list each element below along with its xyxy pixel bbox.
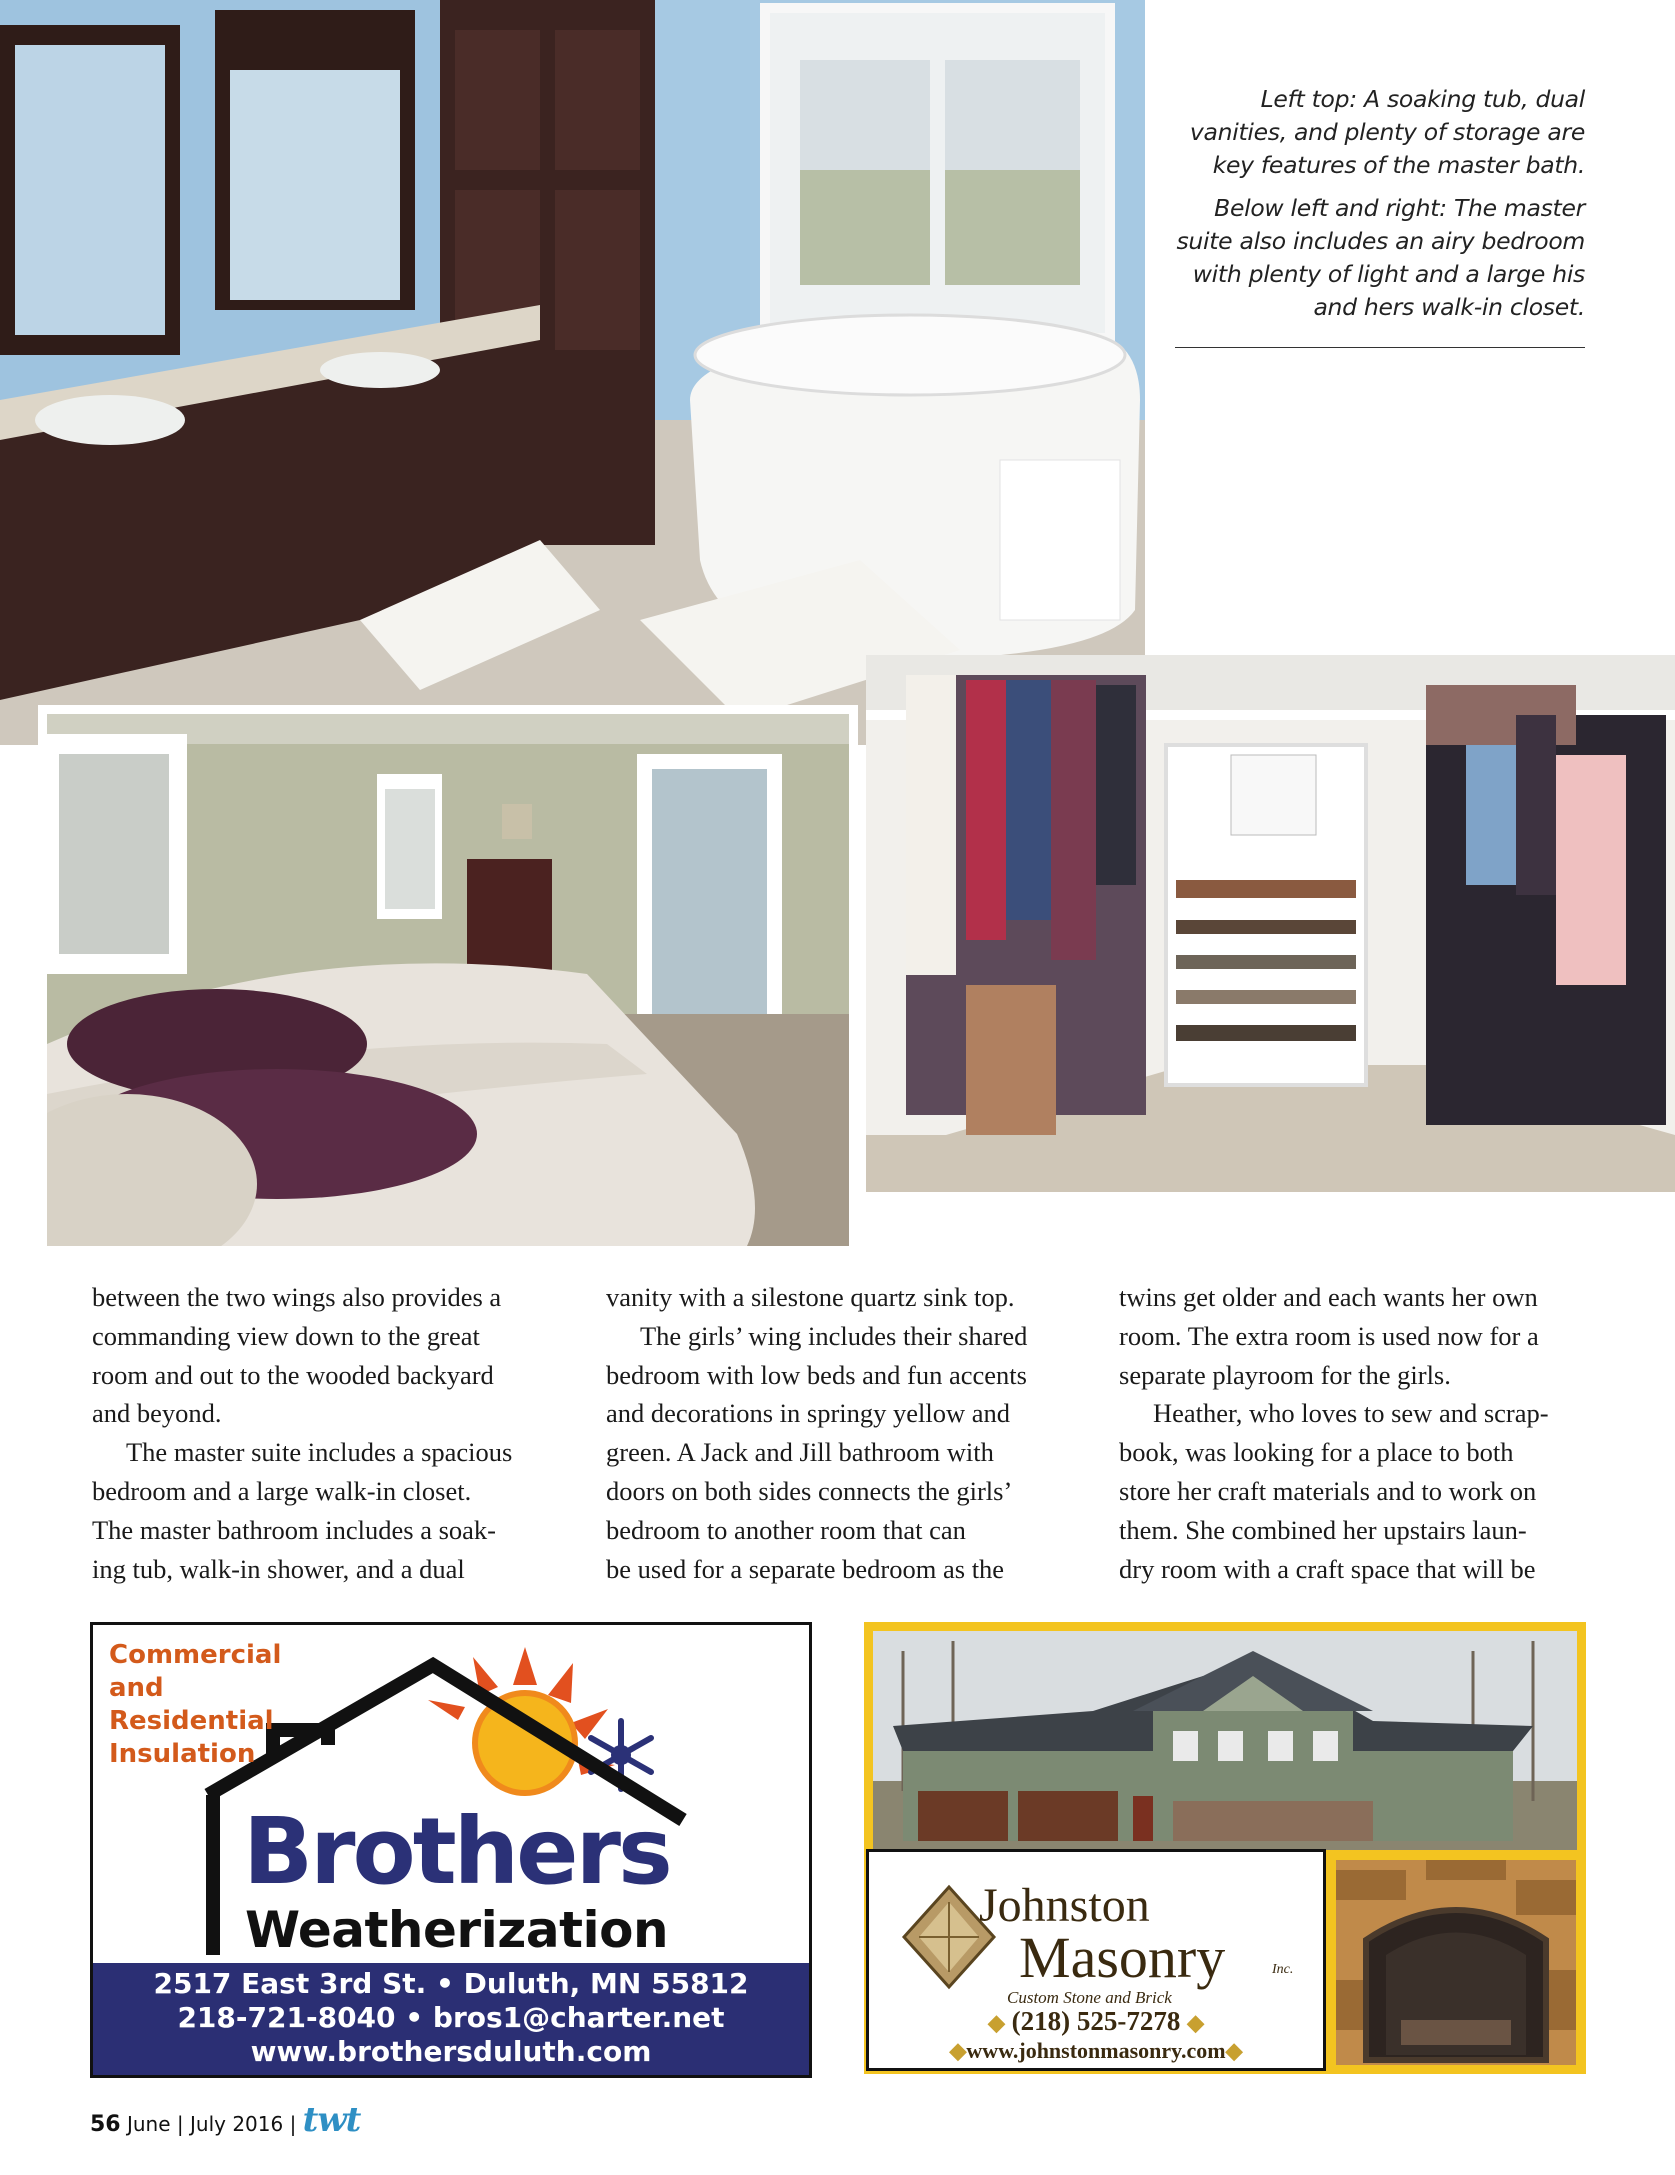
company-phone	[869, 2006, 1323, 2037]
diamond-icon: ◆	[1225, 2038, 1243, 2063]
website-link[interactable]: www.brothersduluth.com	[250, 2035, 652, 2068]
phone-email: 218-721-8040 • bros1@charter.net	[177, 2001, 725, 2034]
tagline-line: and	[109, 1673, 164, 1703]
photo-caption	[1170, 83, 1585, 334]
company-subtitle: Custom Stone and Brick	[1007, 1988, 1172, 2007]
company-website[interactable]	[869, 2038, 1323, 2064]
article-line: doors on both sides connects the girls’	[606, 1475, 1013, 1506]
article-line: green. A Jack and Jill bathroom with	[606, 1437, 994, 1468]
article-line: between the two wings also provides a	[92, 1282, 502, 1312]
issue-date: June | July 2016 |	[126, 2112, 297, 2136]
house-exterior-image	[873, 1631, 1577, 1850]
walk-in-closet-photo	[866, 655, 1675, 1192]
company-name-line1: Johnston	[979, 1879, 1150, 1932]
article-line: room. The extra room is used now for a	[1119, 1320, 1539, 1351]
article-line: them. She combined her upstairs laun-	[1119, 1514, 1527, 1545]
article-line: and decorations in springy yellow and	[606, 1398, 1011, 1429]
johnston-masonry-ad[interactable]	[864, 1622, 1586, 2074]
magazine-logo: twt	[302, 2100, 361, 2140]
article-line: ing tub, walk-in shower, and a dual	[92, 1553, 465, 1584]
article-line: bedroom with low beds and fun accents	[606, 1359, 1027, 1390]
article-line: bedroom and a large walk-in closet.	[92, 1475, 472, 1506]
article-column-1	[92, 1278, 562, 1588]
article-column-3	[1119, 1278, 1589, 1588]
article-column-2	[606, 1278, 1076, 1588]
article-line: be used for a separate bedroom as the	[606, 1553, 1005, 1584]
article-line: twins get older and each wants her own	[1119, 1282, 1538, 1312]
tagline-line: Commercial	[109, 1640, 282, 1670]
house-exterior-photo	[873, 1631, 1577, 1850]
company-inc: Inc.	[1272, 1962, 1294, 1977]
address: 2517 East 3rd St. • Duluth, MN 55812	[153, 1967, 749, 2000]
diamond-icon: ◆	[987, 2010, 1005, 2035]
diamond-icon: ◆	[1187, 2010, 1205, 2035]
phone-text: (218) 525-7278	[1011, 2006, 1181, 2036]
contact-band	[93, 1963, 809, 2075]
article-line: store her craft materials and to work on	[1119, 1475, 1537, 1506]
article-line: bedroom to another room that can	[606, 1514, 966, 1545]
article-line: room and out to the wooded backyard	[92, 1359, 494, 1390]
caption-top: Left top: A soaking tub, dual vanities, and plenty of storage are key features of the master bath.	[1189, 85, 1585, 179]
fireplace-photo	[1336, 1860, 1576, 2065]
article-line: vanity with a silestone quartz sink top.	[606, 1282, 1015, 1312]
johnston-logo-box	[866, 1849, 1326, 2071]
master-bath-photo	[0, 0, 1145, 745]
caption-bottom: Below left and right: The master suite also includes an airy bedroom with plenty of light and a large his and hers walk-in closet.	[1176, 194, 1585, 321]
master-bath-image	[0, 0, 1145, 745]
article-line: The girls’ wing includes their shared	[640, 1320, 1028, 1351]
page-number: 56	[90, 2112, 121, 2137]
ad-tagline	[109, 1639, 309, 1771]
article-line: separate playroom for the girls.	[1119, 1359, 1451, 1390]
website-text[interactable]: www.johnstonmasonry.com	[966, 2038, 1226, 2063]
tagline-line: Residential	[109, 1706, 274, 1736]
article-line: book, was looking for a place to both	[1119, 1437, 1514, 1468]
walk-in-closet-image	[866, 655, 1675, 1192]
article-line: The master bathroom includes a soak-	[92, 1514, 496, 1545]
brand-name: Brothers	[243, 1798, 670, 1905]
article-line: Heather, who loves to sew and scrap-	[1153, 1398, 1549, 1429]
page-footer	[90, 2100, 360, 2140]
brand-subtitle: Weatherization	[245, 1901, 669, 1959]
diamond-icon: ◆	[949, 2038, 967, 2063]
fireplace-image	[1336, 1860, 1576, 2065]
article-line: The master suite includes a spacious	[126, 1437, 513, 1468]
article-line: dry room with a craft space that will be	[1119, 1553, 1536, 1584]
master-bedroom-image	[47, 714, 849, 1246]
company-name-line2: Masonry	[1019, 1925, 1226, 1990]
article-line: and beyond.	[92, 1398, 222, 1429]
article-line: commanding view down to the great	[92, 1320, 480, 1351]
master-bedroom-photo	[38, 705, 858, 1255]
brothers-weatherization-ad[interactable]	[90, 1622, 812, 2078]
tagline-line: Insulation	[109, 1739, 256, 1769]
caption-divider	[1175, 347, 1585, 348]
